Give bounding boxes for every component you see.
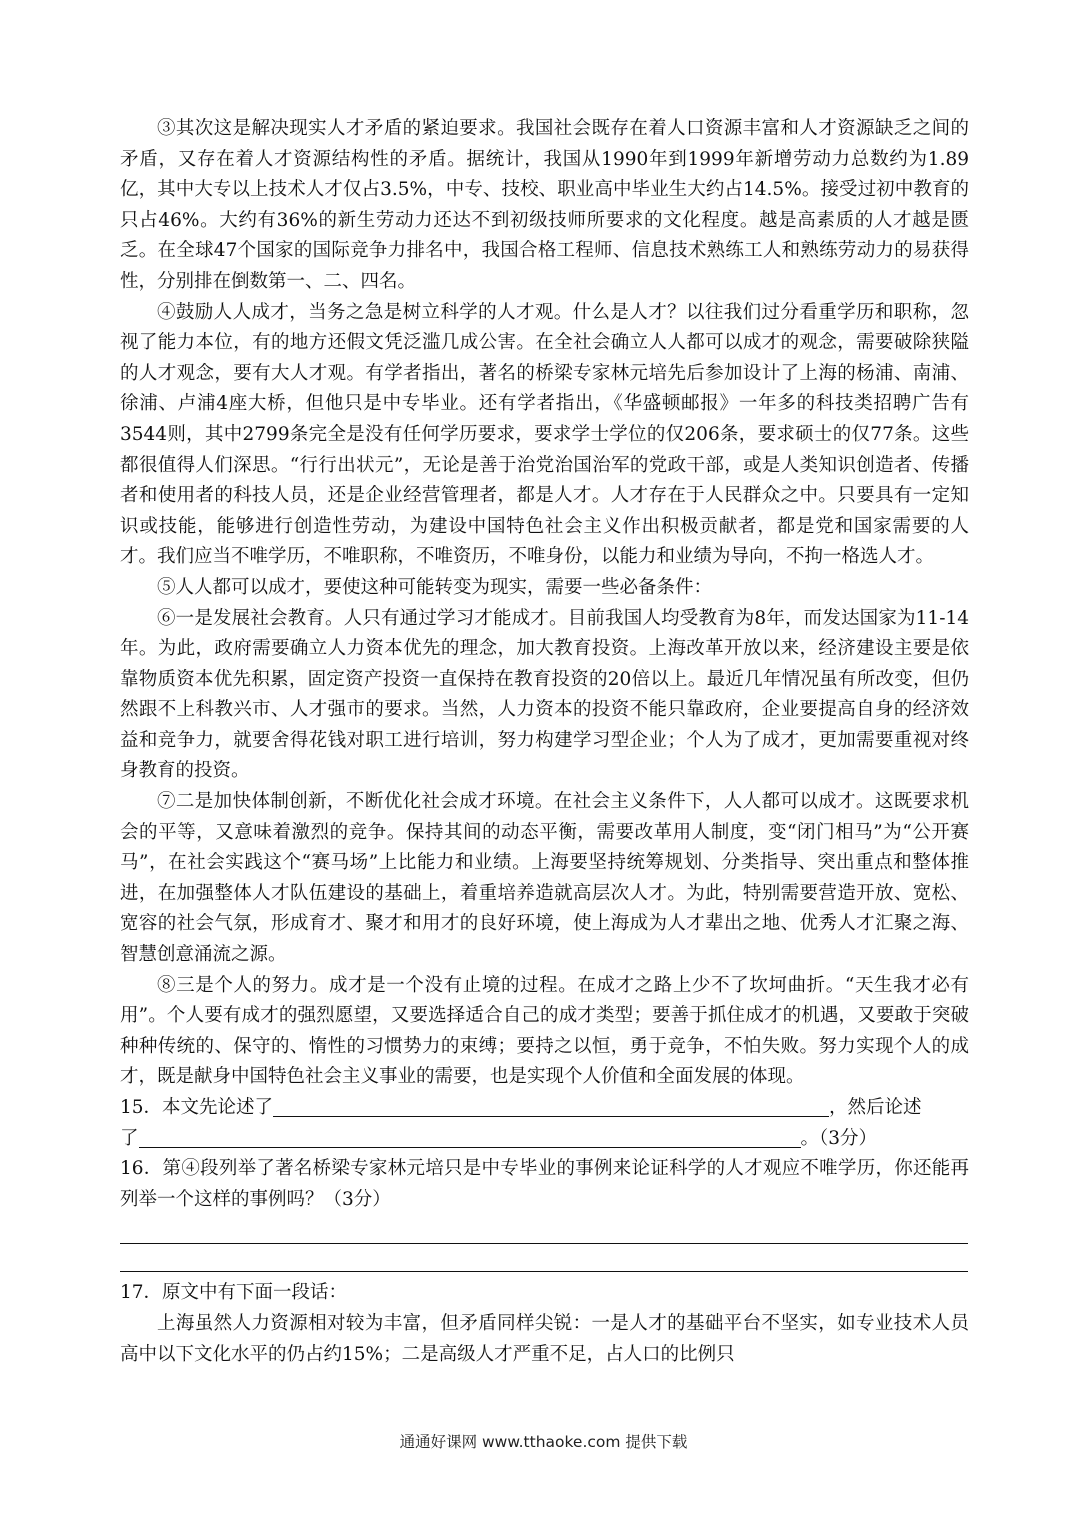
question-15-line2-prefix: 了 [120,1127,139,1149]
paragraph-7: ⑦二是加快体制创新，不断优化社会成才环境。在社会主义条件下，人人都可以成才。这既要求机会的平等，又意味着激烈的竞争。保持其间的动态平衡，需要改革用人制度，变“闭门相马”为“公开赛马”，在社会实践这个“赛马场”上比能力和业绩。上海要坚持统筹规划、分类指导、突出重点和整体推进，在加强整体人才队伍建设的基础上，着重培养造就高层次人才。为此，特别需要营造开放、宽松、宽容的社会气氛，形成育才、聚才和用才的良好环境，使上海成为人才辈出之地、优秀人才汇聚之海、智慧创意涌流之源。 [120,791,969,966]
question-15-line-1 [120,1093,969,1124]
question-15-suffix: 。（3分） [800,1127,878,1149]
paragraph-6: ⑥一是发展社会教育。人只有通过学习才能成才。目前我国人均受教育为8年，而发达国家为11-14年。为此，政府需要确立人力资本优先的理念，加大教育投资。上海改革开放以来，经济建设主要是依靠物质资本优先积累，固定资产投资一直保持在教育投资的20倍以上。最近几年情况虽有所改变，但仍然跟不上科教兴市、人才强市的要求。当然，人力资本的投资不能只靠政府，企业要提高自身的经济效益和竞争力，就要舍得花钱对职工进行培训，努力构建学习型企业；个人为了成才，更加需要重视对终身教育的投资。 [120,607,969,782]
question-17-title: 17．原文中有下面一段话： [120,1282,348,1304]
question-15 [120,1093,969,1154]
paragraph-4: ④鼓励人人成才，当务之急是树立科学的人才观。什么是人才？以往我们过分看重学历和职称，忽视了能力本位，有的地方还假文凭泛滥几成公害。在全社会确立人人都可以成才的观念，需要破除狭隘的人才观念，要有大人才观。有学者指出，著名的桥梁专家林元培先后参加设计了上海的杨浦、南浦、徐浦、卢浦4座大桥，但他只是中专毕业。还有学者指出，《华盛顿邮报》一年多的科技类招聘广告有3544则，其中2799条完全是没有任何学历要求，要求学士学位的仅206条，要求硕士的仅77条。这些都很值得人们深思。“行行出状元”，无论是善于治党治国治军的党政干部，或是人类知识创造者、传播者和使用者的科技人员，还是企业经营管理者，都是人才。人才存在于人民群众之中。只要具有一定知识或技能，能够进行创造性劳动，为建设中国特色社会主义作出积极贡献者，都是党和国家需要的人才。我们应当不唯学历，不唯职称，不唯资历，不唯身份，以能力和业绩为导向，不拘一格选人才。 [120,301,969,568]
question-16-text: 16．第④段列举了著名桥梁专家林元培只是中专毕业的事例来论证科学的人才观应不唯学历，你还能再列举一个这样的事例吗？（3分） [120,1158,969,1210]
question-17 [120,1278,969,1370]
question-17-quote: 上海虽然人力资源相对较为丰富，但矛盾同样尖锐：一是人才的基础平台不坚实，如专业技术人员高中以下文化水平的仍占约15%；二是高级人才严重不足，占人口的比例只 [120,1312,969,1365]
question-15-blank-2[interactable] [139,1127,801,1148]
question-15-prefix: 15．本文先论述了 [120,1097,274,1118]
page-footer: 通通好课网 www.tthaoke.com 提供下载 [399,1433,688,1451]
question-15-middle: ，然后论述 [829,1097,922,1118]
paragraph-5: ⑤人人都可以成才，要使这种可能转变为现实，需要一些必备条件： [157,576,713,598]
question-15-line-2 [120,1124,969,1155]
question-15-blank-1[interactable] [273,1096,829,1117]
question-16 [120,1154,969,1278]
paragraph-3: ③其次这是解决现实人才矛盾的紧迫要求。我国社会既存在着人口资源丰富和人才资源缺乏之间的矛盾，又存在着人才资源结构性的矛盾。据统计，我国从1990年到1999年新增劳动力总数约为1.89亿，其中大专以上技术人才仅占3.5%，中专、技校、职业高中毕业生大约占14.5%。接受过初中教育的只占46%。大约有36%的新生劳动力还达不到初级技师所要求的文化程度。越是高素质的人才越是匮乏。在全球47个国家的国际竞争力排名中，我国合格工程师、信息技术熟练工人和熟练劳动力的易获得性，分别排在倒数第一、二、四名。 [120,118,969,292]
paragraph-8: ⑧三是个人的努力。成才是一个没有止境的过程。在成才之路上少不了坎坷曲折。“天生我才必有用”。个人要有成才的强烈愿望，又要选择适合自己的成才类型；要善于抓住成才的机遇，又要敢于突破种种传统的、保守的、惰性的习惯势力的束缚；要持之以恒，勇于竞争，不怕失败。努力实现个人的成才，既是献身中国特色社会主义事业的需要，也是实现个人价值和全面发展的体现。 [120,974,969,1088]
